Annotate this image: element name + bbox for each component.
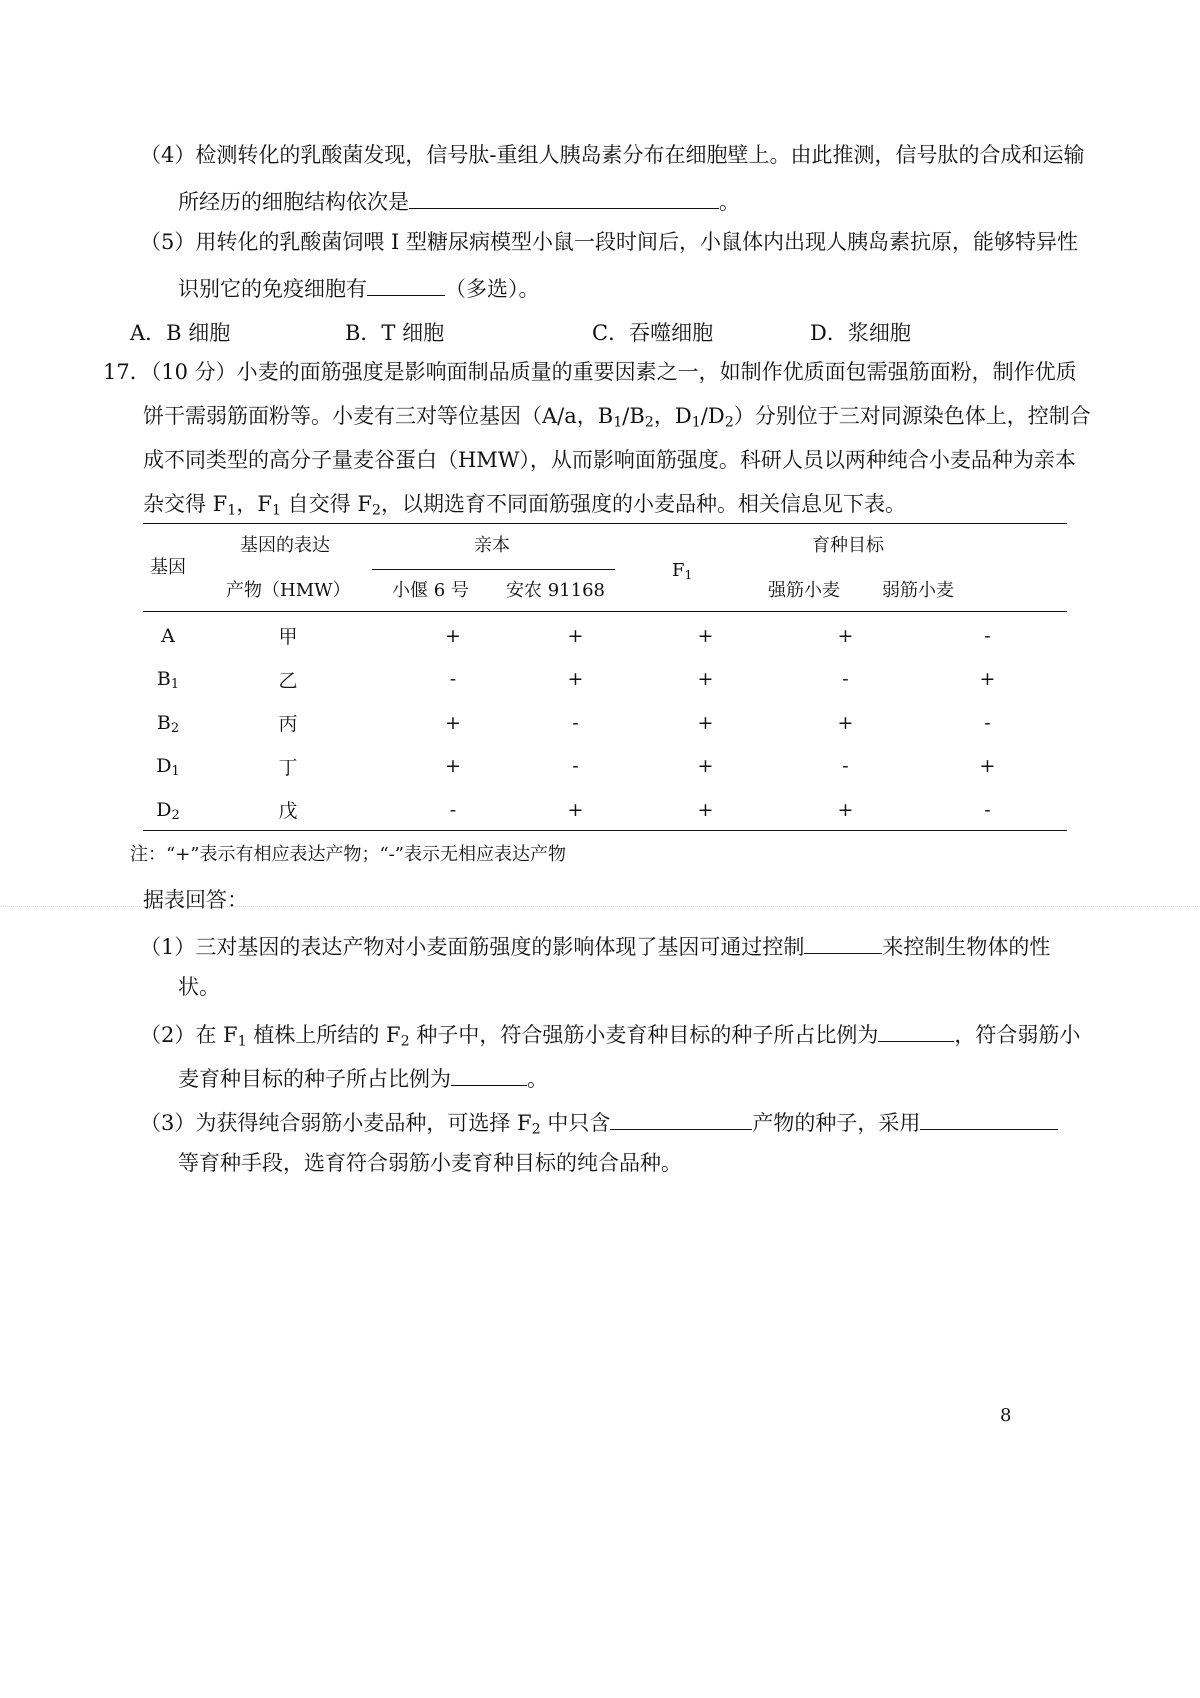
header-parents: 亲本 [474, 535, 510, 556]
header-goal-strong: 强筋小麦 [768, 580, 840, 601]
answer-blank[interactable] [451, 1063, 527, 1086]
header-parent2: 安农 91168 [506, 580, 605, 601]
table-row [143, 614, 1067, 658]
parent1-cell: + [445, 624, 461, 647]
f1-cell: + [697, 668, 714, 691]
q16-5-line2: 识别它的免疫细胞有 （多选）。 [178, 273, 540, 302]
answer-intro: 据表回答： [143, 888, 248, 912]
parent1-cell: - [449, 668, 457, 691]
product-cell: 戊 [278, 800, 298, 823]
product-cell: 乙 [278, 669, 298, 692]
q16-4-text: 检测转化的乳酸菌发现，信号肽-重组人胰岛素分布在细胞壁上。由此推测，信号肽的合成和运输 [195, 143, 1085, 167]
q16-4-line1 [140, 143, 1084, 168]
table-row [143, 745, 1067, 789]
goal-strong-cell: + [837, 624, 854, 647]
gene-cell: $D_2$ [156, 798, 180, 823]
parent1-cell: + [445, 755, 461, 778]
answer-blank[interactable] [409, 186, 719, 209]
f1-cell: + [697, 755, 714, 778]
table-top-rule [143, 523, 1067, 524]
parent2-cell: + [567, 624, 584, 647]
q17-line1: 17．（10 分）小麦的面筋强度是影响面制品质量的重要因素之一，如制作优质面包需强筋面粉，制作优质 [103, 360, 1077, 384]
q17-3-line2: 等育种手段，选育符合弱筋小麦育种目标的纯合品种。 [178, 1151, 682, 1175]
table-row [143, 788, 1067, 832]
header-product-top: 基因的表达 [240, 535, 330, 556]
q16-5-number: （5） [140, 230, 196, 254]
parent2-cell: + [567, 668, 584, 691]
q17-line4: 杂交得 $F_1$，$F_1$ 自交得 $F_2$，以期选育不同面筋强度的小麦品种。相关信息见下表。 [143, 492, 906, 519]
goal-strong-cell: - [842, 755, 849, 778]
header-goal: 育种目标 [812, 535, 884, 556]
header-goal-weak: 弱筋小麦 [882, 580, 954, 601]
parent1-cell: + [445, 711, 461, 734]
option-b: B．T 细胞 [345, 321, 445, 345]
product-cell: 丁 [278, 756, 298, 779]
table-header-rule [143, 611, 1067, 612]
f1-cell: + [697, 711, 714, 734]
goal-strong-cell: + [837, 711, 854, 734]
answer-blank[interactable] [804, 931, 882, 954]
q17-3-number: （3） [140, 1111, 196, 1136]
gene-cell: $D_1$ [156, 755, 180, 780]
gene-cell: $B_1$ [156, 668, 180, 693]
answer-blank[interactable] [610, 1107, 752, 1130]
page-number: 8 [1000, 1405, 1012, 1426]
q17-1-line2: 状。 [178, 975, 220, 999]
parent2-cell: - [572, 755, 579, 778]
header-parent1: 小偃 6 号 [392, 580, 469, 601]
parent1-cell: - [449, 798, 457, 821]
q17-line3: 成不同类型的高分子量麦谷蛋白（HMW），从而影响面筋强度。科研人员以两种纯合小麦品种为亲本 [143, 448, 1076, 472]
q17-number: 17． [103, 360, 151, 384]
q16-4-line2: 所经历的细胞结构依次是 。 [178, 186, 740, 215]
f1-cell: + [697, 798, 714, 821]
goal-weak-cell: - [984, 624, 991, 647]
option-d: D．浆细胞 [810, 321, 911, 345]
table-note: 注：“+”表示有相应表达产物；“-”表示无相应表达产物 [130, 844, 566, 865]
table-row [143, 658, 1067, 702]
q17-1-number: （1） [140, 935, 196, 960]
goal-strong-cell: + [837, 798, 854, 821]
parent2-cell: - [572, 711, 579, 734]
option-a: A．B 细胞 [130, 321, 231, 345]
q16-5-line1: （5）用转化的乳酸菌饲喂 I 型糖尿病模型小鼠一段时间后，小鼠体内出现人胰岛素抗原，能够特异性 [140, 230, 1079, 254]
gene-table [143, 614, 1067, 832]
header-product-bottom: 产物（HMW） [226, 580, 351, 601]
parents-underline [372, 569, 615, 570]
gene-cell: A [161, 624, 175, 647]
q17-2-number: （2） [140, 1023, 196, 1048]
answer-blank[interactable] [920, 1107, 1058, 1130]
goal-strong-cell: - [842, 668, 849, 691]
goal-weak-cell: - [984, 711, 991, 734]
q17-3-line1: （3）为获得纯合弱筋小麦品种，可选择 $F_2$ 中只含 产物的种子，采用 [140, 1107, 1058, 1136]
parent2-cell: + [567, 798, 584, 821]
q17-line2: 饼干需弱筋面粉等。小麦有三对等位基因（A/a，$B_1/B_2$，$D_1/D_2$）分别位于三对同源染色体上，控制合 [143, 404, 1091, 431]
q17-1-line1: （1）三对基因的表达产物对小麦面筋强度的影响体现了基因可通过控制 来控制生物体的性 [140, 931, 1050, 960]
product-cell: 甲 [278, 626, 298, 649]
q17-2-line2: 麦育种目标的种子所占比例为 。 [178, 1063, 548, 1092]
table-row [143, 701, 1067, 745]
header-f1: $F_1$ [672, 560, 693, 583]
answer-blank[interactable] [367, 273, 445, 296]
goal-weak-cell: - [984, 798, 991, 821]
gene-cell: $B_2$ [156, 711, 180, 736]
goal-weak-cell: + [979, 668, 996, 691]
answer-blank[interactable] [878, 1019, 954, 1042]
option-c: C．吞噬细胞 [592, 321, 714, 345]
product-cell: 丙 [278, 713, 298, 736]
q16-4-number: （4） [140, 143, 196, 167]
f1-cell: + [697, 624, 714, 647]
goal-weak-cell: + [979, 755, 996, 778]
header-gene: 基因 [150, 557, 186, 578]
q17-2-line1: （2）在 $F_1$ 植株上所结的 $F_2$ 种子中，符合强筋小麦育种目标的种子所占比例为 ，符合弱筋小 [140, 1019, 1080, 1048]
